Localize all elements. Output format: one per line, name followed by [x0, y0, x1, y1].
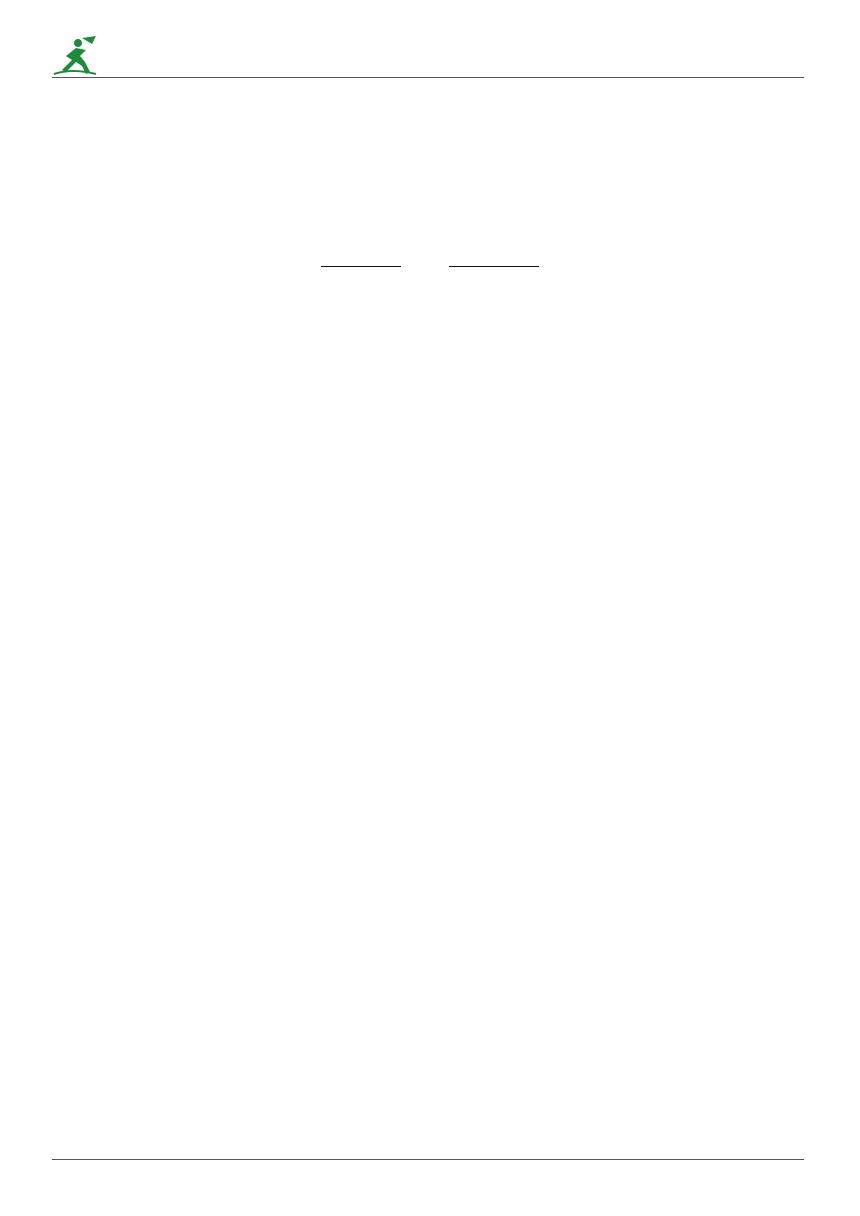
logo — [52, 34, 222, 78]
header-divider — [52, 77, 804, 78]
page-header — [52, 28, 804, 78]
name-blank[interactable] — [449, 244, 539, 267]
footer-divider — [52, 1159, 804, 1160]
class-blank[interactable] — [321, 244, 401, 267]
runner-logo-icon — [52, 34, 98, 78]
student-info-fields — [0, 244, 860, 267]
